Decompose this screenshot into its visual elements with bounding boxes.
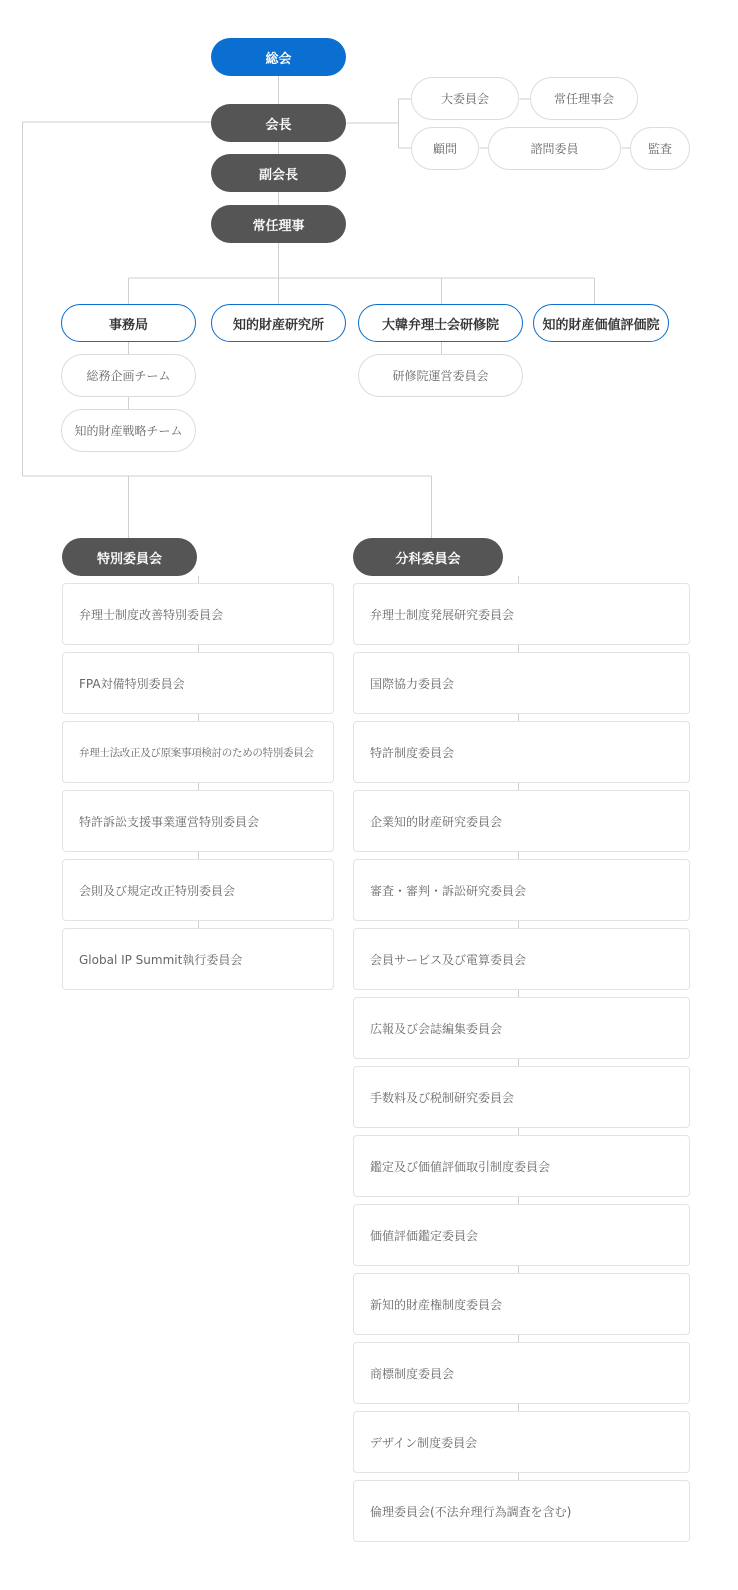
secretariat-node: 事務局	[61, 304, 196, 342]
special-committee-header: 特別委員会	[62, 538, 197, 576]
division-committee-item: 新知的財産権制度委員会	[353, 1273, 690, 1335]
division-committee-item: デザイン制度委員会	[353, 1411, 690, 1473]
valuation-institute-node: 知的財産価値評価院	[533, 304, 669, 342]
division-committee-item: 特許制度委員会	[353, 721, 690, 783]
general-assembly-node: 総会	[211, 38, 346, 76]
special-committee-item: 弁理士法改正及び原案事項検討のための特別委員会	[62, 721, 334, 783]
ip-strategy-team-node: 知的財産戦略チーム	[61, 409, 196, 452]
grand-committee-node: 大委員会	[411, 77, 519, 120]
division-committee-item: 価値評価鑑定委員会	[353, 1204, 690, 1266]
division-committee-item: 商標制度委員会	[353, 1342, 690, 1404]
special-committee-item: 弁理士制度改善特別委員会	[62, 583, 334, 645]
training-operation-committee-node: 研修院運営委員会	[358, 354, 523, 397]
training-institute-node: 大韓弁理士会研修院	[358, 304, 523, 342]
division-committee-item: 鑑定及び価値評価取引制度委員会	[353, 1135, 690, 1197]
vice-president-node: 副会長	[211, 154, 346, 192]
president-node: 会長	[211, 104, 346, 142]
ip-research-institute-node: 知的財産研究所	[211, 304, 346, 342]
special-committee-item: FPA対備特別委員会	[62, 652, 334, 714]
division-committee-item: 倫理委員会(不法弁理行為調査を含む)	[353, 1480, 690, 1542]
audit-node: 監査	[630, 127, 690, 170]
division-committee-item: 手数料及び税制研究委員会	[353, 1066, 690, 1128]
division-committee-item: 企業知的財産研究委員会	[353, 790, 690, 852]
special-committee-item: 会則及び規定改正特別委員会	[62, 859, 334, 921]
division-committee-item: 審査・審判・訴訟研究委員会	[353, 859, 690, 921]
standing-board-node: 常任理事会	[530, 77, 638, 120]
division-committee-item: 広報及び会誌編集委員会	[353, 997, 690, 1059]
special-committee-item: Global IP Summit執行委員会	[62, 928, 334, 990]
division-committee-header: 分科委員会	[353, 538, 503, 576]
executive-directors-node: 常任理事	[211, 205, 346, 243]
advisor-node: 顧問	[411, 127, 479, 170]
division-committee-item: 弁理士制度発展研究委員会	[353, 583, 690, 645]
division-committee-item: 国際協力委員会	[353, 652, 690, 714]
consultative-committee-node: 諮問委員	[488, 127, 621, 170]
special-committee-item: 特許訴訟支援事業運営特別委員会	[62, 790, 334, 852]
general-planning-team-node: 総務企画チーム	[61, 354, 196, 397]
division-committee-item: 会員サービス及び電算委員会	[353, 928, 690, 990]
